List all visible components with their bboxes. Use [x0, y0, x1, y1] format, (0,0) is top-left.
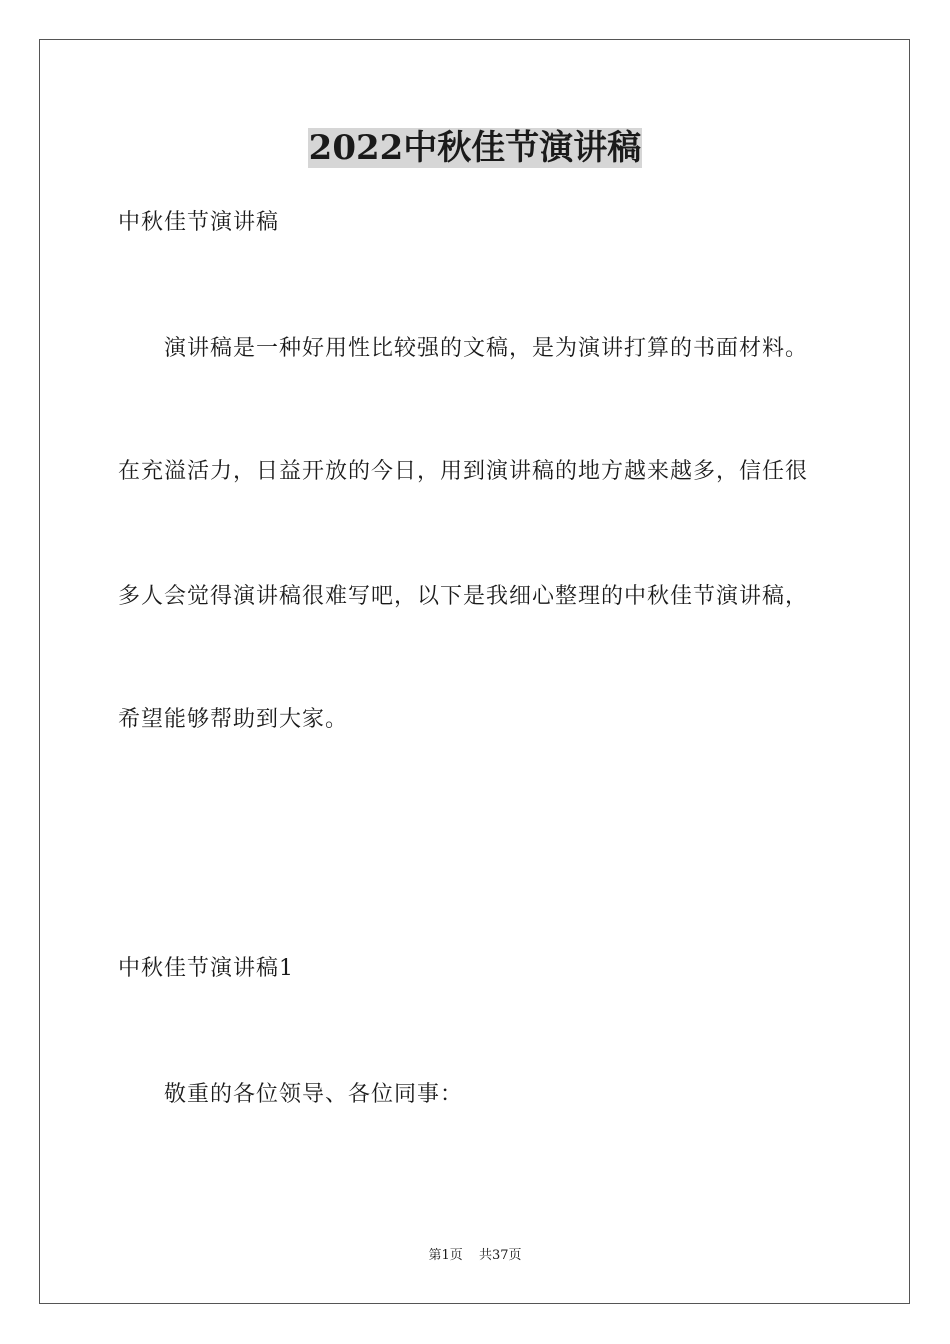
- paragraph-line-3: 多人会觉得演讲稿很难写吧，以下是我细心整理的中秋佳节演讲稿，: [118, 584, 809, 609]
- paragraph-line-2: 在充溢活力，日益开放的今日，用到演讲稿的地方越来越多，信任很: [118, 459, 809, 484]
- page-number-total: 共37页: [478, 1248, 522, 1263]
- document-subtitle: 中秋佳节演讲稿: [118, 210, 280, 235]
- section-heading: 中秋佳节演讲稿1: [118, 956, 294, 981]
- page-number-current: 第1页: [428, 1248, 463, 1263]
- paragraph-line-1: 演讲稿是一种好用性比较强的文稿，是为演讲打算的书面材料。: [164, 336, 809, 361]
- page-footer: [0, 1247, 950, 1265]
- document-title: [0, 126, 950, 170]
- salutation: 敬重的各位领导、各位同事：: [164, 1082, 464, 1107]
- document-title-text: 2022中秋佳节演讲稿: [308, 128, 642, 168]
- paragraph-line-4: 希望能够帮助到大家。: [118, 707, 349, 732]
